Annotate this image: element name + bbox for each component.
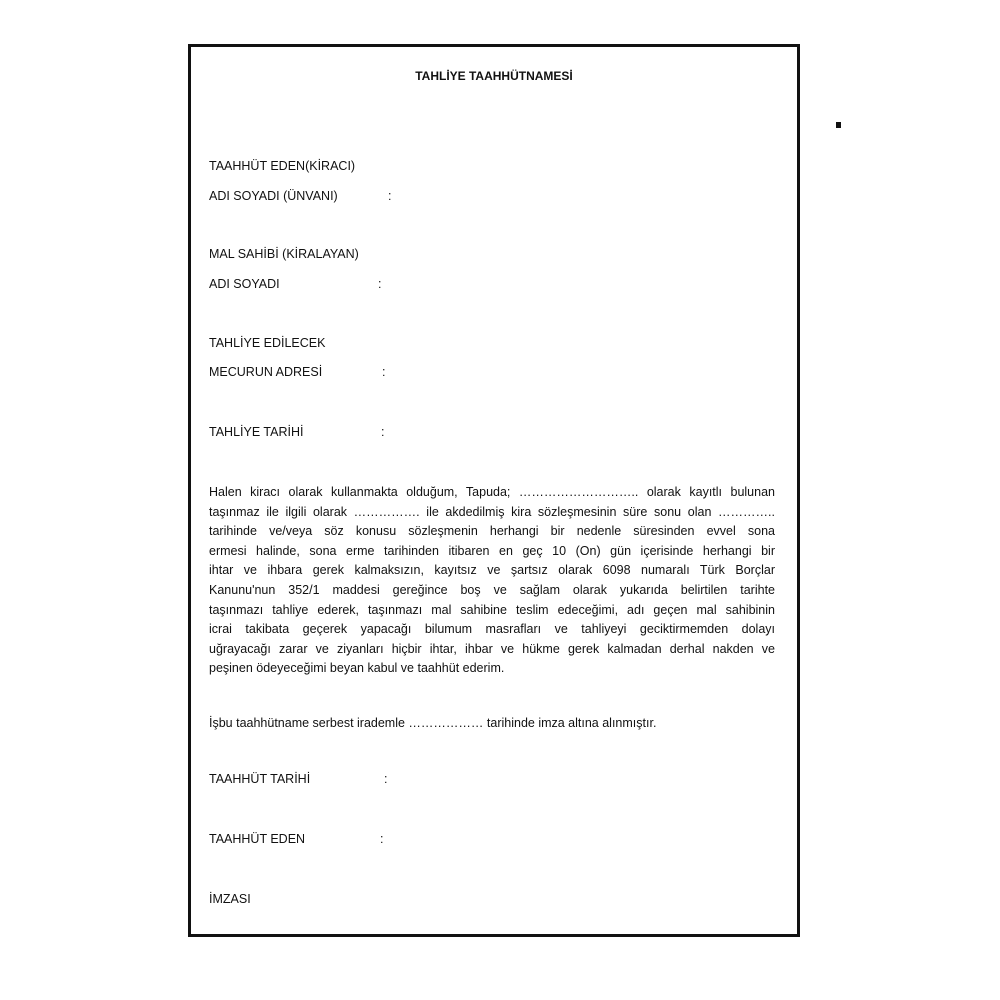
eviction-date-label: TAHLİYE TARİHİ: [209, 425, 304, 439]
signature-label: İMZASI: [209, 892, 251, 906]
property-address-label: MECURUN ADRESİ: [209, 365, 323, 379]
tenant-name-label: ADI SOYADI (ÜNVANI): [209, 189, 338, 203]
colon: :: [382, 365, 386, 379]
statement: İşbu taahhütname serbest irademle ……………… tarihinde imza altına alınmıştır.: [209, 716, 657, 730]
colon: :: [378, 277, 382, 291]
paragraph-line: Kanunu'nun 352/1 maddesi gereğince boş ve sağlam olarak yukarıda belirtilen tarihte: [209, 582, 775, 597]
document-page: [188, 44, 800, 937]
colon: :: [384, 772, 388, 786]
colon: :: [388, 189, 392, 203]
paragraph-line: ihtar ve ihbara gerek kalmaksızın, kayıtsız ve şartsız olarak 6098 numaralı Türk Borçlar: [209, 563, 775, 578]
paragraph-line: taşınmazı tahliye ederek, taşınmazı mal sahibine teslim edeceğimi, adı geçen mal sahibinin: [209, 602, 775, 617]
document-title: TAHLİYE TAAHHÜTNAMESİ: [415, 69, 573, 83]
tenant-heading: TAAHHÜT EDEN(KİRACI): [209, 159, 356, 173]
paragraph-line: ermesi halinde, sona erme tarihinden itibaren en geç 10 (On) gün içerisinde herhangi bir: [209, 543, 775, 558]
commitment-paragraph: [209, 483, 775, 679]
paragraph-line: peşinen ödeyeceğimi beyan kabul ve taahhüt ederim.: [209, 661, 505, 676]
paragraph-line: icrai takibata geçerek yapacağı bilumum masrafları ve tahliyeyi geciktirmemden dolayı: [209, 622, 775, 637]
owner-heading: MAL SAHİBİ (KİRALAYAN): [209, 247, 359, 261]
stray-dot-mark: [836, 122, 841, 128]
commitment-date-label: TAAHHÜT TARİHİ: [209, 772, 311, 786]
paragraph-line: uğrayacağı zarar ve ziyanları hiçbir ihtar, ihbar ve hükme gerek kalmadan derhal nakden ve: [209, 641, 775, 656]
colon: :: [380, 832, 384, 846]
paragraph-line: taşınmaz ile ilgili olarak ……………. ile akdedilmiş kira sözleşmesinin süre sonu olan …………..: [209, 504, 775, 519]
signer-label: TAAHHÜT EDEN: [209, 832, 306, 846]
paragraph-line: tarihinde ve/veya söz konusu sözleşmenin herhangi bir nedenle süresinden evvel sona: [209, 524, 775, 539]
property-heading: TAHLİYE EDİLECEK: [209, 336, 326, 350]
colon: :: [381, 425, 385, 439]
paragraph-line: Halen kiracı olarak kullanmakta olduğum, Tapuda; ……………………….. olarak kayıtlı bulunan: [209, 485, 775, 499]
owner-name-label: ADI SOYADI: [209, 277, 280, 291]
